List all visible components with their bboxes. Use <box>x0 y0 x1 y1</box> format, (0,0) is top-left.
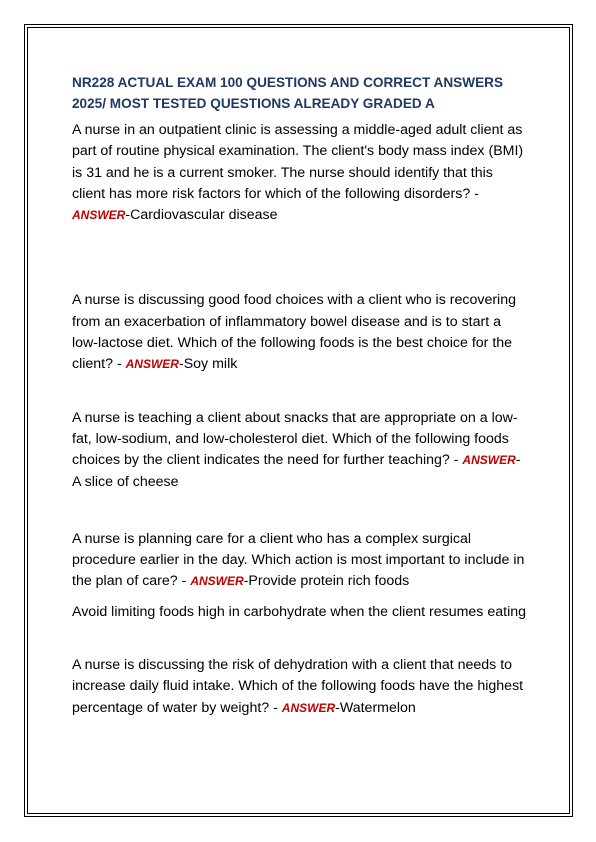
answer-text: -Cardiovascular disease <box>125 207 278 224</box>
answer-text: -Provide protein rich foods <box>243 573 410 590</box>
question-text: A nurse is teaching a client about snacks that are appropriate on a low-fat, low-sodium, and low-cholesterol diet. Which of the following foods choices by the client indicates the need for further teaching? - <box>72 409 518 469</box>
answer-marker: ANSWER <box>281 700 336 715</box>
answer-text: -A slice of cheese <box>72 452 521 490</box>
title-line-1: NR228 ACTUAL EXAM 100 QUESTIONS AND CORRECT ANSWERS <box>72 75 504 90</box>
document-body <box>72 72 527 719</box>
answer-marker: ANSWER <box>462 453 516 468</box>
question-text: A nurse is planning care for a client who has a complex surgical procedure earlier in the day. Which action is most important to include in the plan of care? - <box>72 530 525 590</box>
question-text: A nurse is discussing the risk of dehydration with a client that needs to increase daily fluid intake. Which of the following foods have the highest percentage of water by weight? - <box>72 657 524 716</box>
answer-marker: ANSWER <box>190 574 244 589</box>
question-5 <box>72 655 527 719</box>
answer-text: -Watermelon <box>335 699 416 716</box>
question-3 <box>72 408 527 493</box>
question-4-extra-answer: Avoid limiting foods high in carbohydrate when the client resumes eating <box>72 603 526 620</box>
answer-marker: ANSWER <box>125 357 179 372</box>
question-text: A nurse is discussing good food choices with a client who is recovering from an exacerbation of inflammatory bowel disease and is to start a low-lactose diet. Which of the following foods is the best choice for the client? - <box>72 292 516 373</box>
question-2 <box>72 290 527 375</box>
document-title <box>72 72 527 114</box>
answer-text: -Soy milk <box>178 356 238 373</box>
question-1 <box>72 120 527 226</box>
title-line-2: 2025/ MOST TESTED QUESTIONS ALREADY GRADED A <box>72 96 435 111</box>
question-4 <box>72 529 527 593</box>
question-text: A nurse in an outpatient clinic is assessing a middle-aged adult client as part of routine physical examination. The client's body mass index (BMI) is 31 and he is a current smoker. The nurse should identify that this client has more risk factors for which of the following disorders? - <box>72 122 524 202</box>
answer-marker: ANSWER <box>72 208 126 223</box>
